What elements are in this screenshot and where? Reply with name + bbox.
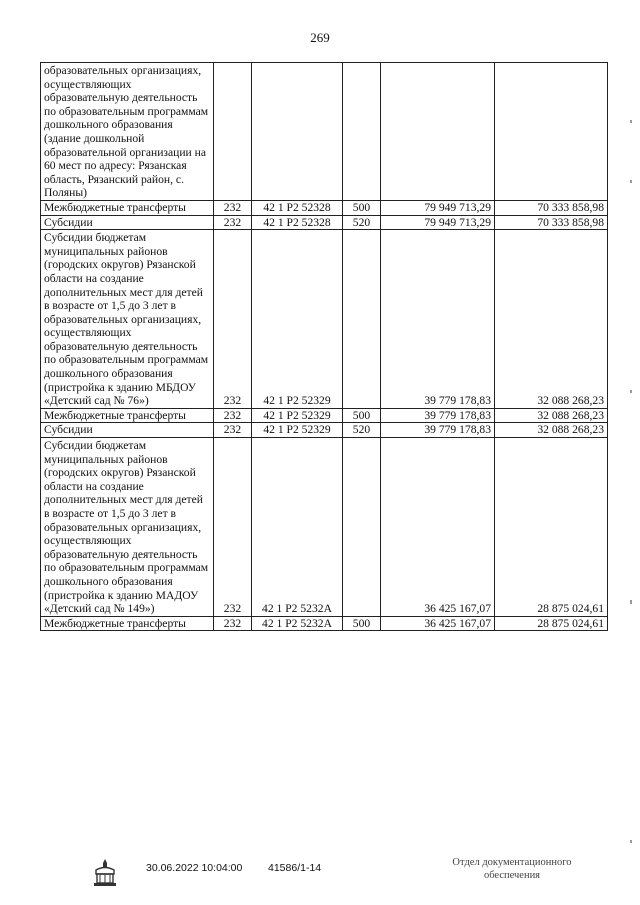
cell-target-code: 42 1 Р2 52328: [252, 215, 343, 230]
margin-mark: [630, 180, 632, 183]
cell-target-code: 42 1 Р2 52328: [252, 200, 343, 215]
cell-amount-1: 36 425 167,07: [381, 616, 495, 631]
cell-ministry: 232: [214, 230, 252, 409]
table-row: [41, 438, 608, 617]
page-number: 269: [310, 30, 330, 45]
cell-amount-1: 36 425 167,07: [381, 438, 495, 617]
margin-mark: [630, 840, 632, 843]
cell-expense-type: 520: [343, 423, 381, 438]
cell-target-code: 42 1 Р2 5232А: [252, 438, 343, 617]
cell-amount-2: 32 088 268,23: [495, 408, 608, 423]
table-row: [41, 408, 608, 423]
table-row: [41, 63, 608, 201]
cell-amount-1: 39 779 178,83: [381, 408, 495, 423]
cell-amount-1: [381, 63, 495, 201]
cell-ministry: 232: [214, 616, 252, 631]
cell-ministry: 232: [214, 200, 252, 215]
cell-amount-2: 32 088 268,23: [495, 230, 608, 409]
cell-name: Субсидии: [41, 215, 214, 230]
cell-name: Межбюджетные трансферты: [41, 200, 214, 215]
margin-mark: [630, 390, 632, 393]
cell-name: Субсидии бюджетам муниципальных районов (городских округов) Рязанской области на создание дополнительных мест для детей в возрасте от 1,5 до 3 лет в образовательных организациях, осуществляющих образовательную деятельность по образовательным программам дошкольного образования (пристройка к зданию МБДОУ «Детский сад № 76»): [41, 230, 214, 409]
cell-amount-1: 39 779 178,83: [381, 423, 495, 438]
cell-expense-type: 500: [343, 200, 381, 215]
cell-amount-1: 79 949 713,29: [381, 200, 495, 215]
cell-expense-type: [343, 230, 381, 409]
cell-amount-2: 32 088 268,23: [495, 423, 608, 438]
cell-name: Субсидии бюджетам муниципальных районов (городских округов) Рязанской области на создание дополнительных мест для детей в возрасте от 1,5 до 3 лет в образовательных организациях, осуществляющих образовательную деятельность по образовательным программам дошкольного образования (пристройка к зданию МАДОУ «Детский сад № 149»): [41, 438, 214, 617]
cell-ministry: 232: [214, 408, 252, 423]
cell-name: Субсидии: [41, 423, 214, 438]
cell-ministry: 232: [214, 423, 252, 438]
cell-ministry: [214, 63, 252, 201]
cell-ministry: 232: [214, 215, 252, 230]
footer-datetime: 30.06.2022 10:04:00: [146, 862, 243, 874]
footer-doc-number: 41586/1-14: [268, 862, 322, 874]
table-row: [41, 616, 608, 631]
table-row: [41, 215, 608, 230]
cell-target-code: [252, 63, 343, 201]
cell-target-code: 42 1 Р2 52329: [252, 408, 343, 423]
cell-target-code: 42 1 Р2 52329: [252, 423, 343, 438]
cell-name: образовательных организациях, осуществляющих образовательную деятельность по образовательным программам дошкольного образования (здание дошкольной образовательной организации на 60 мест по адресу: Рязанская область, Рязанский район, с. Поляны): [41, 63, 214, 201]
cell-ministry: 232: [214, 438, 252, 617]
emblem-icon: [88, 856, 122, 890]
cell-expense-type: [343, 63, 381, 201]
cell-name: Межбюджетные трансферты: [41, 616, 214, 631]
cell-expense-type: 500: [343, 616, 381, 631]
margin-mark: [630, 600, 632, 604]
cell-amount-1: 39 779 178,83: [381, 230, 495, 409]
cell-amount-1: 79 949 713,29: [381, 215, 495, 230]
cell-expense-type: [343, 438, 381, 617]
margin-mark: [630, 120, 632, 123]
cell-target-code: 42 1 Р2 52329: [252, 230, 343, 409]
cell-target-code: 42 1 Р2 5232А: [252, 616, 343, 631]
table-row: [41, 200, 608, 215]
budget-table: [40, 62, 608, 631]
table-row: [41, 423, 608, 438]
cell-amount-2: 28 875 024,61: [495, 438, 608, 617]
footer: [0, 856, 640, 896]
cell-amount-2: 70 333 858,98: [495, 200, 608, 215]
table-row: [41, 230, 608, 409]
cell-amount-2: 28 875 024,61: [495, 616, 608, 631]
cell-amount-2: [495, 63, 608, 201]
cell-expense-type: 500: [343, 408, 381, 423]
cell-expense-type: 520: [343, 215, 381, 230]
footer-department: Отдел документационного обеспечения: [452, 857, 572, 881]
cell-name: Межбюджетные трансферты: [41, 408, 214, 423]
cell-amount-2: 70 333 858,98: [495, 215, 608, 230]
